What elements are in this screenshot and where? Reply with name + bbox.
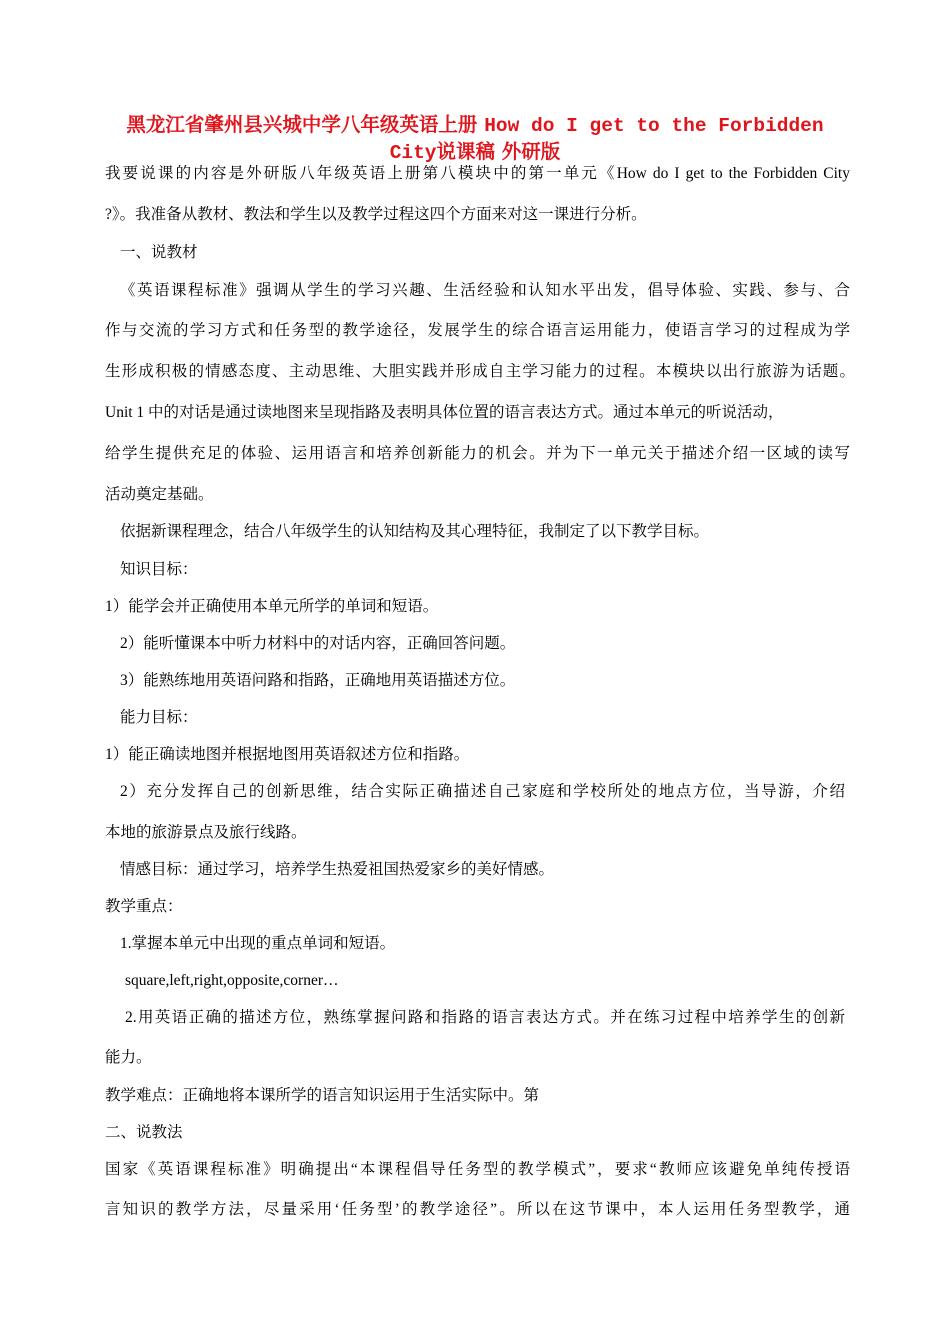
title-cn-part-2: 说课稿 外研版	[436, 140, 561, 163]
subheading: 知识目标：	[120, 561, 198, 578]
subheading: 能力目标：	[120, 709, 198, 726]
text-line: 活动奠定基础。	[105, 486, 214, 503]
text-line: 作与交流的学习方式和任务型的教学途径，发展学生的综合语言运用能力，使语言学习的过程成为学	[105, 322, 850, 339]
text-line: Unit 1 中的对话是通过读地图来呈现指路及表明具体位置的语言表达方式。通过本单元的听说活动，	[105, 404, 784, 421]
list-item: 1）能正确读地图并根据地图用英语叙述方位和指路。	[105, 746, 470, 763]
text-line: 能力。	[105, 1049, 152, 1066]
subheading: 教学重点：	[105, 898, 183, 915]
list-item: 1）能学会并正确使用本单元所学的单词和短语。	[105, 598, 439, 615]
list-item: 3）能熟练地用英语问路和指路，正确地用英语描述方位。	[120, 672, 516, 689]
text-line: 依据新课程理念，结合八年级学生的认知结构及其心理特征，我制定了以下教学目标。	[120, 523, 710, 540]
list-item: 2）能听懂课本中听力材料中的对话内容，正确回答问题。	[120, 635, 516, 652]
list-item: 2.用英语正确的描述方位，熟练掌握问路和指路的语言表达方式。并在练习过程中培养学生的创新	[125, 1009, 845, 1026]
title-cn-part: 黑龙江省肇州县兴城中学八年级英语上册	[126, 113, 485, 136]
title-en-part: How do I get to the Forbidden	[484, 115, 824, 137]
text-line: 情感目标：通过学习，培养学生热爱祖国热爱家乡的美好情感。	[120, 861, 555, 878]
text-line: 我要说课的内容是外研版八年级英语上册第八模块中的第一单元《How do I get to the Forbidden City	[105, 165, 850, 182]
text-line: 国家《英语课程标准》明确提出“本课程倡导任务型的教学模式”，要求“教师应该避免单纯传授语	[105, 1161, 850, 1178]
title-en-part-2: City	[389, 142, 437, 164]
text-line: 生形成积极的情感态度、主动思维、大胆实践并形成自主学习能力的过程。本模块以出行旅游为话题。	[105, 363, 855, 380]
section-heading: 二、说教法	[105, 1124, 183, 1141]
list-item: 2）充分发挥自己的创新思维，结合实际正确描述自己家庭和学校所处的地点方位，当导游，介绍	[120, 783, 845, 800]
vocabulary-list: square,left,right,opposite,corner…	[125, 972, 339, 989]
text-line: 教学难点：正确地将本课所学的语言知识运用于生活实际中。第	[105, 1087, 540, 1104]
text-line: ?》。我准备从教材、教法和学生以及教学过程这四个方面来对这一课进行分析。	[105, 206, 647, 223]
list-item: 1.掌握本单元中出现的重点单词和短语。	[120, 935, 396, 952]
text-line: 言知识的教学方法，尽量采用‘任务型’的教学途径”。所以在这节课中，本人运用任务型教学，通	[105, 1201, 850, 1218]
document-title	[100, 112, 850, 166]
title-line-1	[100, 112, 850, 139]
text-line: 给学生提供充足的体验、运用语言和培养创新能力的机会。并为下一单元关于描述介绍一区域的读写	[105, 445, 850, 462]
text-line: 《英语课程标准》强调从学生的学习兴趣、生活经验和认知水平出发，倡导体验、实践、参与、合	[120, 282, 850, 299]
text-line: 本地的旅游景点及旅行线路。	[105, 824, 307, 841]
section-heading: 一、说教材	[120, 244, 198, 261]
title-line-2	[100, 139, 850, 166]
